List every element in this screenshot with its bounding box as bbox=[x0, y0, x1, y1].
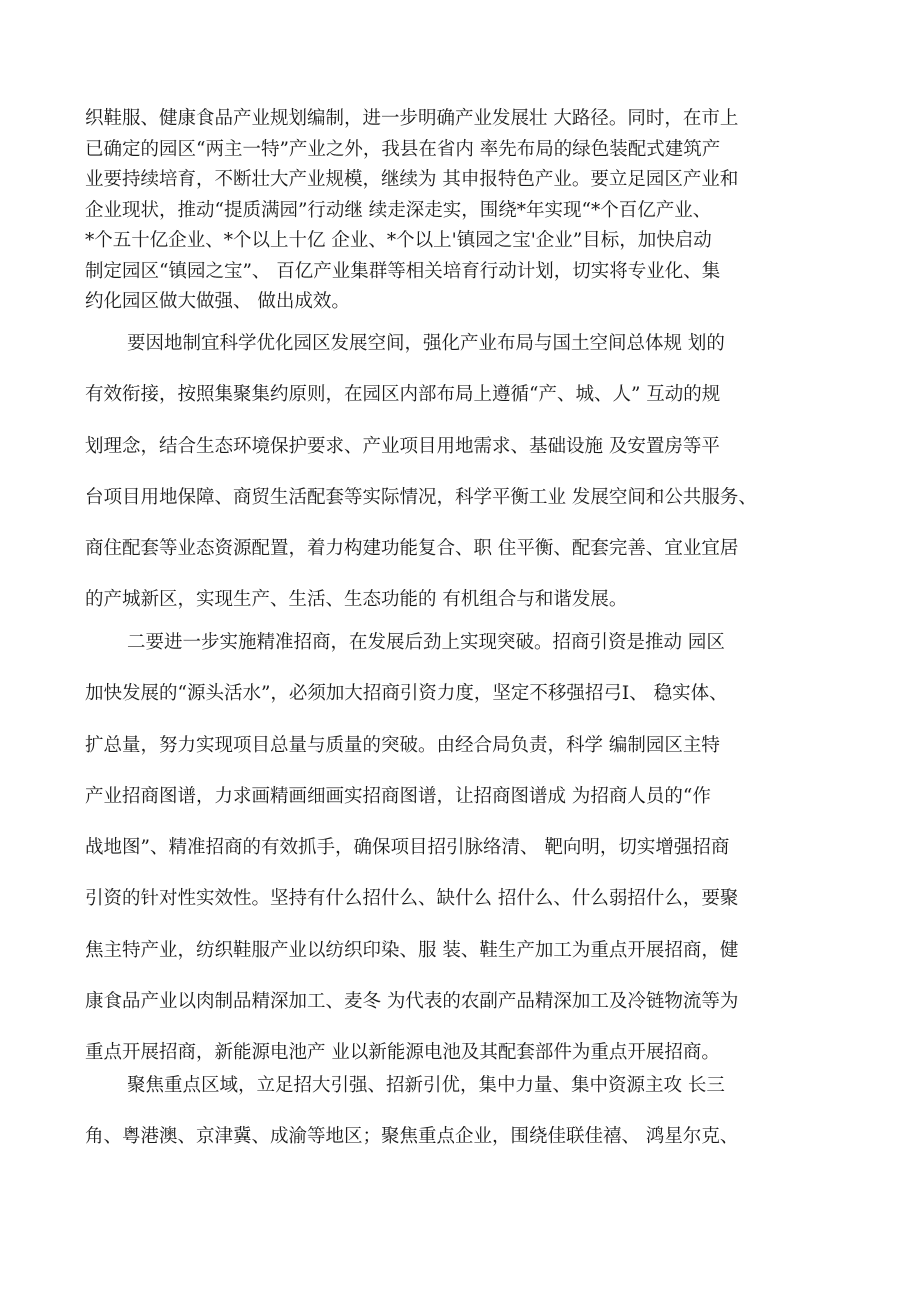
text-line: 扩总量，努力实现项目总量与质量的突破。由经合局负责，科学 编制园区主特 bbox=[85, 734, 720, 756]
text-line: 产业招商图谱，力求画精画细画实招商图谱，让招商图谱成 为招商人员的“作 bbox=[85, 785, 711, 807]
text-line: 企业现状，推动“提质满园”行动继 续走深走实，围绕*年实现“*个百亿产业、 bbox=[85, 199, 712, 221]
text-line: 聚焦重点区域，立足招大引强、招新引优，集中力量、集中资源主攻 长三 bbox=[127, 1075, 725, 1096]
paragraph-spatial-optimization bbox=[85, 318, 840, 626]
text-line: 有效衔接，按照集聚集约原则，在园区内部布局上遵循“产、城、人” 互动的规 bbox=[85, 384, 721, 406]
text-line: 业要持续培育，不断壮大产业规模，继续为 其申报特色产业。要立足园区产业和 bbox=[85, 169, 739, 190]
text-line: 商住配套等业态资源配置，着力构建功能复合、职 住平衡、配套完善、宜业宜居 bbox=[85, 538, 739, 560]
text-line: 织鞋服、健康食品产业规划编制，进一步明确产业发展壮 大路径。同时，在市上 bbox=[85, 108, 739, 129]
text-line: 的产城新区，实现生产、生活、生态功能的 有机组合与和谐发展。 bbox=[85, 589, 628, 611]
text-line: 康食品产业以肉制品精深加工、麦冬 为代表的农副产品精深加工及冷链物流等为 bbox=[85, 991, 739, 1013]
text-line: 加快发展的“源头活水”，必须加大招商引资力度，坚定不移强招弓I、 稳实体、 bbox=[85, 683, 728, 705]
text-line: 划理念，结合生态环境保护要求、产业项目用地需求、基础设施 及安置房等平 bbox=[85, 435, 720, 457]
text-line: 制定园区“镇园之宝”、 百亿产业集群等相关培育行动计划，切实将专业化、集 bbox=[85, 260, 721, 282]
text-line: 重点开展招商，新能源电池产 业以新能源电池及其配套部件为重点开展招商。 bbox=[85, 1042, 720, 1064]
text-line: 二要进一步实施精准招商，在发展后劲上实现突破。招商引资是推动 园区 bbox=[127, 632, 725, 653]
text-line: 焦主特产业，纺织鞋服产业以纺织印染、服 装、鞋生产加工为重点开展招商，健 bbox=[85, 939, 739, 961]
text-line: *个五十亿企业、*个以上十亿 企业、*个以上'镇园之宝'企业”目标，加快启动 bbox=[85, 230, 712, 251]
paragraph-precise-investment bbox=[85, 617, 840, 1079]
text-line: 台项目用地保障、商贸生活配套等实际情况，科学平衡工业 发展空间和公共服务、 bbox=[85, 486, 757, 508]
text-line: 引资的针对性实效性。坚持有什么招什么、缺什么 招什么、什么弱招什么，要聚 bbox=[85, 888, 739, 910]
paragraph-industry-planning bbox=[85, 104, 840, 318]
text-line: 战地图”、精准招商的有效抓手，确保项目招引脉络清、 靶向明，切实增强招商 bbox=[85, 837, 730, 859]
text-line: 约化园区做大做强、 做出成效。 bbox=[85, 291, 350, 312]
paragraph-key-regions bbox=[85, 1060, 840, 1163]
text-line: 要因地制宜科学优化园区发展空间，强化产业布局与国土空间总体规 划的 bbox=[127, 333, 725, 354]
text-line: 角、粤港澳、京津冀、成渝等地区；聚焦重点企业，围绕佳联佳禧、 鸿星尔克、 bbox=[85, 1126, 739, 1148]
text-line: 已确定的园区“两主一特”产业之外，我县在省内 率先布局的绿色装配式建筑产 bbox=[85, 138, 721, 160]
